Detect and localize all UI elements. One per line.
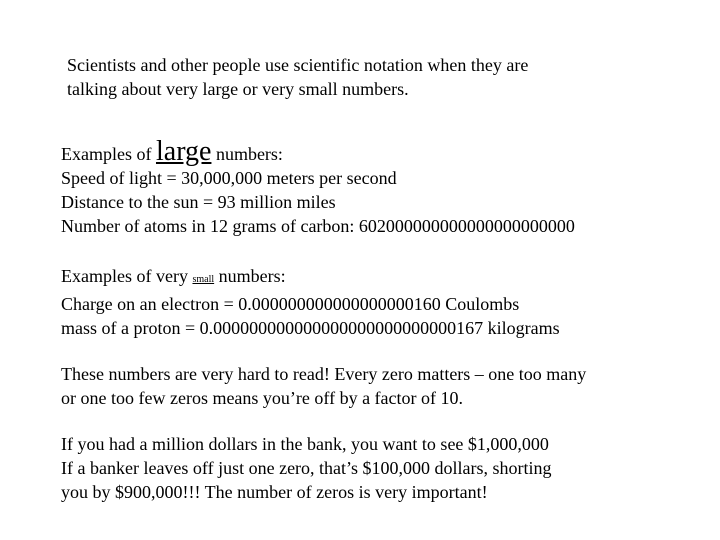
banker-line-2: If a banker leaves off just one zero, that’s $100,000 dollars, shorting (61, 458, 552, 478)
banker-line-3: you by $900,000!!! The number of zeros is very important! (61, 482, 488, 502)
banker-line-1: If you had a million dollars in the bank, you want to see $1,000,000 (61, 434, 549, 454)
banker-paragraph (61, 432, 701, 504)
intro-paragraph (67, 53, 687, 101)
hard-to-read-line-2: or one too few zeros means you’re off by a factor of 10. (61, 388, 464, 408)
hard-to-read-paragraph (61, 362, 701, 410)
small-heading-suffix: numbers: (218, 266, 286, 286)
small-heading-prefix: Examples of very (61, 266, 188, 286)
large-numbers-section (61, 136, 701, 238)
electron-charge-line: Charge on an electron = 0.000000000000000000160 Coulombs (61, 294, 520, 314)
large-heading-suffix: numbers: (215, 144, 283, 164)
intro-line-2: talking about very large or very small numbers. (67, 79, 409, 99)
distance-to-sun-line: Distance to the sun = 93 million miles (61, 192, 336, 212)
atoms-in-carbon-line: Number of atoms in 12 grams of carbon: 602000000000000000000000 (61, 216, 575, 236)
proton-mass-line: mass of a proton = 0.000000000000000000000000000167 kilograms (61, 318, 560, 338)
large-heading-prefix: Examples of (61, 144, 152, 164)
small-numbers-heading (61, 264, 701, 292)
speed-of-light-line: Speed of light = 30,000,000 meters per second (61, 168, 397, 188)
small-emphasis-word: small (192, 274, 215, 285)
small-numbers-section (61, 264, 701, 340)
intro-line-1: Scientists and other people use scientific notation when they are (67, 55, 529, 75)
large-numbers-heading (61, 136, 701, 167)
large-emphasis-word: large (155, 136, 212, 167)
hard-to-read-line-1: These numbers are very hard to read! Every zero matters – one too many (61, 364, 587, 384)
